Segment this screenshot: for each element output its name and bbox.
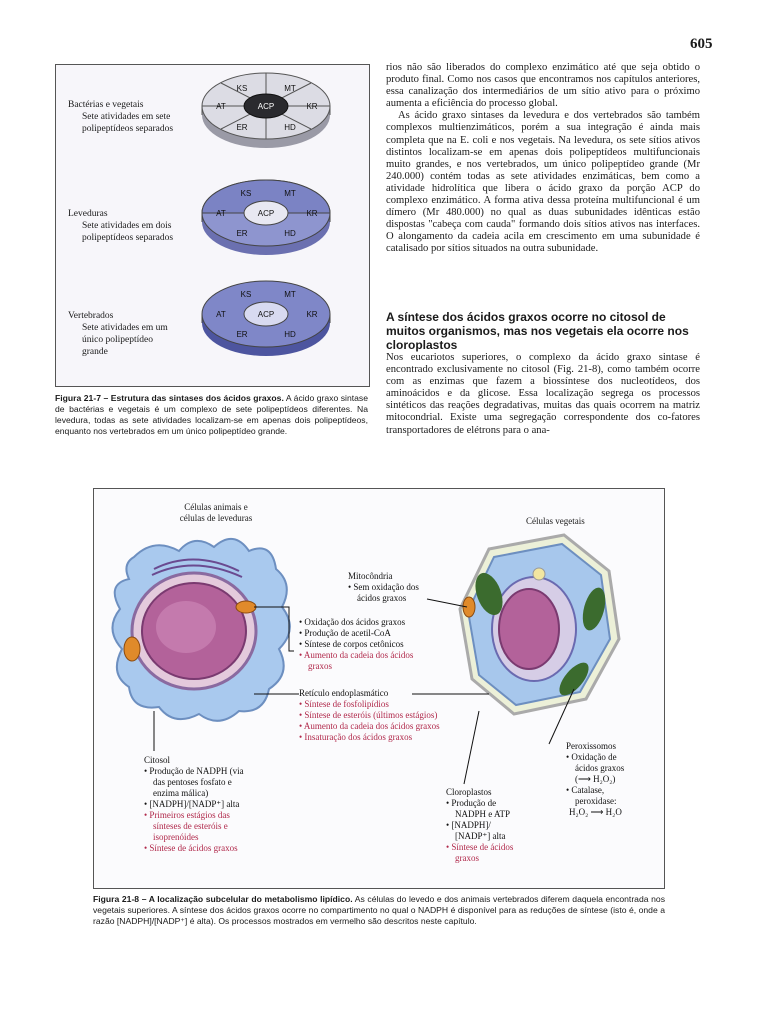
svg-text:MT: MT [284,290,296,299]
figure-21-7-caption: Figura 21-7 – Estrutura das sintases dos ácidos graxos. A ácido graxo sintase de bactérias e vegetais é um complexo de sete polipeptídeos diferentes. Na levedura, todas as sete atividades localizam-se em apenas dois polipeptídeos, enquanto nos vertebrados em um único polipeptídeo grande. [55,393,368,436]
fig8-mitochondria: Mitocôndria • Sem oxidação dos ácidos graxos [348,571,419,603]
svg-text:ACP: ACP [257,102,275,111]
svg-text:ACP: ACP [257,310,275,319]
figure-21-7 [55,64,370,387]
svg-text:AT: AT [216,102,226,111]
page-number: 605 [690,36,713,52]
svg-text:KS: KS [236,84,248,93]
svg-text:HD: HD [284,229,296,238]
fig8-er: Retículo endoplasmático • Síntese de fosfolipídios • Síntese de esteróis (últimos estágios) • Aumento da cadeia dos ácidos graxos • Insaturação dos ácidos graxos [299,688,440,742]
fig7-row-yeast: Leveduras Sete atividades em dois polipeptídeos separados [68,209,174,243]
svg-text:KR: KR [306,310,318,319]
paragraph-2: As ácido graxo sintases da levedura e dos vertebrados são também complexos multienzimáticos, porém a sua integração é ainda mais completa que na E. coli e nos vegetais. Na levedura, os sete sítios ativos distintos localizam-se em apenas dois polipeptídeos multifuncionais muito grandes, e nos vertebrados, um único polipeptídeo grande (Mr 240.000) contém todas as sete atividades enzimáticas, bem como a atividade hidrolítica que libera o ácido graxo da porção ACP do complexo enzimático. A forma ativa dessa proteína multifuncional é um dímero (Mr 480.000) no qual as duas subunidades idênticas estão dispostas "cabeça com cauda" formando dois sítios ativos nas interfaces. O alongamento da cadeia acila em crescimento em uma subunidade é catalisado por sítios situados na outra subunidade. [386,110,700,255]
svg-text:MT: MT [284,84,296,93]
svg-text:HD: HD [284,330,296,339]
paragraph-3: Nos eucariotos superiores, o complexo da ácido graxo sintase é encontrado exclusivamente no citosol (Fig. 21-8), como também ocorre com as enzimas que fazem a biossíntese dos nucleotídeos, dos aminoácidos e da glicose. Essa localização segrega os processos sintéticos das reações degradativas, muitas das quais ocorrem na matriz mitocondrial. Existe uma segregação correspondente dos co-fatores transportadores de elétrons para o ana- [386,352,700,436]
svg-text:AT: AT [216,310,226,319]
svg-text:ER: ER [236,123,248,132]
svg-text:KR: KR [306,209,318,218]
fig8-chloroplasts: Cloroplastos • Produção de NADPH e ATP • [NADPH]/ [NADP⁺] alta • Síntese de ácidos graxos [446,787,514,863]
fig8-right-title: Células vegetais [526,516,585,526]
svg-text:HD: HD [284,123,296,132]
fig8-cytosol: Citosol • Produção de NADPH (via das pentoses fosfato e enzima málica) • [NADPH]/[NADP⁺] alta • Primeiros estágios das sínteses de esteróis e isoprenóides • Síntese de ácidos graxos [144,755,244,853]
body-text-top [386,62,700,256]
fig8-mito-functions: • Oxidação dos ácidos graxos • Produção de acetil-CoA • Síntese de corpos cetônicos • Aumento da cadeia dos ácidos graxos [299,617,414,671]
fig8-peroxisomes: Peroxissomos • Oxidação de ácidos graxos (⟶ H₂O₂) • Catalase, peroxidase: H₂O₂ ⟶ H₂O [566,741,625,817]
disk-yeast [202,180,330,255]
disk-bacteria [202,73,330,148]
svg-text:KR: KR [306,102,318,111]
figure-21-8 [93,488,665,889]
svg-text:ER: ER [236,330,248,339]
fig7-row-vertebrates: Vertebrados Sete atividades em um único polipeptídeo grande [68,311,168,357]
svg-text:KS: KS [240,290,252,299]
disk-vertebrates [202,281,330,356]
fig7-row-bacteria: Bactérias e vegetais Sete atividades em sete polipeptídeos separados [68,100,174,134]
fig8-left-title: Células animais e células de leveduras [179,502,253,523]
body-text-bottom [386,352,700,437]
plant-cell [460,535,619,714]
svg-text:AT: AT [216,209,226,218]
svg-text:MT: MT [284,189,296,198]
fig7-disks [56,65,369,386]
svg-text:ACP: ACP [257,209,275,218]
svg-text:KS: KS [240,189,252,198]
paragraph-1: rios não são liberados do complexo enzimático até que seja obtido o produto final. Como nos casos que encontramos nos capítulos anteriores, essa canalização dos intermediários de um sítio ativo para o próximo aumenta a eficiência do processo global. [386,62,700,110]
section-heading: A síntese dos ácidos graxos ocorre no citosol de muitos organismos, mas nos vegetais ela ocorre nos cloroplastos [386,310,689,352]
svg-text:ER: ER [236,229,248,238]
figure-21-8-caption: Figura 21-8 – A localização subcelular do metabolismo lipídico. As células do levedo e dos animais vertebrados diferem daquela encontrada nos vegetais superiores. A síntese dos ácidos graxos ocorre no compartimento no qual o NADPH é disponível para as reduções de síntese (isto é, onde a razão [NADPH]/[NADP⁺] é alta). Os processos mostrados em vermelho são descritos neste capítulo. [93,894,665,926]
